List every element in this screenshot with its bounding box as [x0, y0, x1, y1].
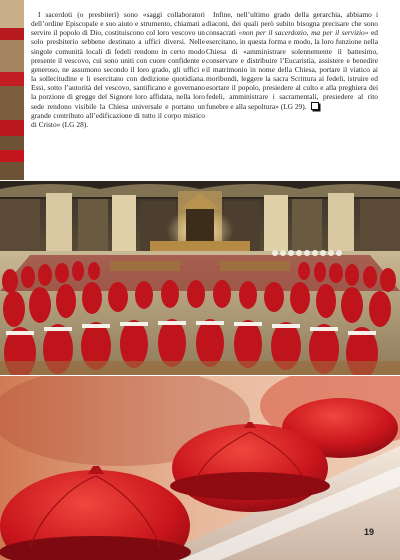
edge-photo-strip — [0, 0, 24, 180]
text-segment: ed esercitano, in questa forma e modo, la loro funzione nella Chiesa di «amministrare solennemente il battesimo, conservare e distribuire l’Eucaristia, assistere e benedire il matrimonio in nome della Chiesa, portare il viatico ai moribondi, leggere la sacra Scrittura ai fedeli, istruire ed esortare il popolo, presiedere al culto e alla preghiera dei fedeli, amministrare i sacramentali, presiedere al rito funebre e alla sepoltura» (LG 29). — [206, 28, 378, 111]
text-area — [0, 0, 400, 180]
article-column-left — [31, 10, 205, 129]
text-segment: Infine, nell’ultimo grado della gerarchia, abbiamo i diaconi, dei quali però subito bisogna precisare che sono consacrati — [206, 10, 378, 38]
emphasized-quote: «non per il sacerdozio, ma per il servizio» — [238, 28, 369, 38]
red-zucchetti-photo — [0, 376, 400, 560]
article-column-right — [206, 10, 378, 111]
page-number: 19 — [363, 527, 374, 537]
paragraph-presbiteri: I sacerdoti (o presbiteri) sono «saggi collaboratori dell’ordine Episcopale e suo aiuto e strumento, chiamati a servire il popolo di Dio, costituiscono col loro vescovo un solo presbiterio sebbene destinato a uffici diversi. Nelle singole comunità locali di fedeli rendono in certo modo presente il vescovo, cui sono uniti con cuore confidente e generoso, ne assumono secondo il loro grado, gli uffici e la sollecitudine e li esercitano con dedizione quotidiana. Essi, sotto l’autorità del vescovo, santificano e governano la porzione di gregge del Signore loro affidata, nella loro sede rendono visibile la Chiesa universale e portano un grande contributo all’edificazione di tutto il corpo mistico di Cristo» (LG 28). — [31, 10, 205, 129]
paragraph-diaconi — [206, 10, 378, 111]
end-of-article-icon — [311, 102, 319, 110]
basilica-ceremony-photo — [0, 181, 400, 375]
